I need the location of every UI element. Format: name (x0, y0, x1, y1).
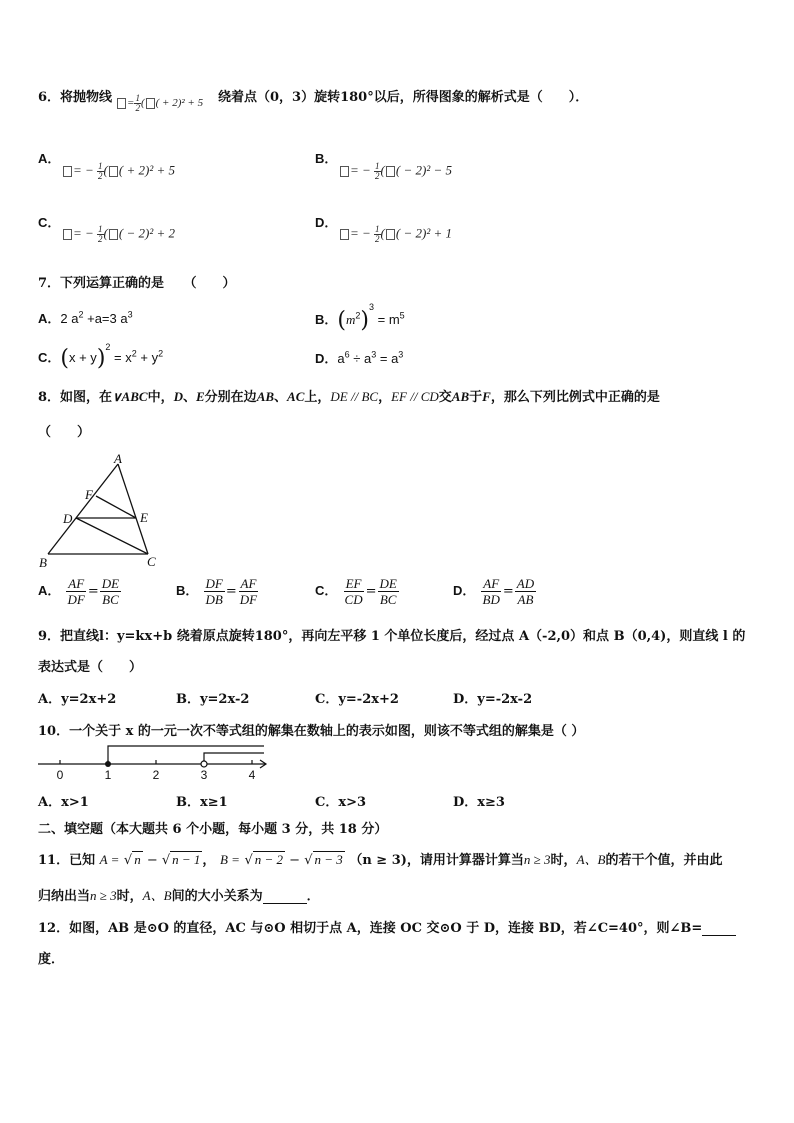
q8-option-b[interactable]: B． $\frac{DF}{DB}$ = $\frac{AF}{DF}$ (176, 576, 258, 607)
q7-stem: 7．下列运算正确的是 （ ） (38, 276, 236, 291)
x-placeholder-icon (109, 229, 118, 240)
point-label-d: D (63, 511, 73, 526)
q6-option-b[interactable]: B． (315, 151, 338, 166)
ray-from-1 (108, 746, 264, 764)
q8-triangle-figure (36, 454, 166, 572)
q6-stem (38, 86, 112, 105)
q6-option-b-expr: = − $\frac{1}{2}$ ( ( − 2)² − 5 (339, 162, 452, 181)
q10-option-a[interactable]: A．x>1 (38, 795, 89, 810)
q6-lead: 将抛物线 (60, 90, 113, 105)
q6-number: 6． (38, 90, 61, 105)
q8-stem: 8．如图，在∨ABC中，D、E分别在边AB、AC上，DE // BC，EF // CD交AB于F，那么下列比例式中正确的是 (38, 389, 660, 405)
q9-stem-line1: 9．把直线l：y=kx+b 绕着原点旋转180°，再向左平移 1 个单位长度后，经过点 A（-2,0）和点 B（0,4)，则直线 l 的 (38, 629, 746, 644)
q10-stem: 10．一个关于 x 的一元一次不等式组的解集在数轴上的表示如图，则该不等式组的解集是（ ） (38, 724, 585, 739)
side-ab (48, 464, 118, 554)
q11-line1: 11．已知 A = √ n − √ n − 1 ， B = √ n − 2 − √ n − 3 （n ≥ 3)，请用计算器计算当n ≥ 3时，A、B的若干个值，并由此 (38, 852, 723, 868)
point-label-c: C (147, 554, 156, 569)
q7-option-a[interactable]: A．2 $a^2 +a=3$ $a^3$ (38, 309, 133, 326)
tick-label-0: 0 (56, 768, 64, 782)
side-ac (118, 464, 148, 554)
q8-option-a[interactable]: A． $\frac{AF}{DF}$ = $\frac{DE}{BC}$ (38, 576, 120, 607)
point-label-f: F (85, 487, 93, 502)
q7-option-d[interactable]: D．$a^6 \div a^3 = a^3$ (315, 349, 404, 366)
q10-option-b[interactable]: B．x≥1 (176, 795, 228, 810)
q7-option-b[interactable]: B．$(m^2)^3 = m^5$ (315, 302, 405, 334)
q6-func-fraction: $\frac{1}{2}$ (135, 93, 140, 113)
tick-label-1: 1 (104, 768, 112, 782)
q12-line1: 12．如图，AB 是⊙O 的直径，AC 与⊙O 相切于点 A，连接 OC 交⊙O 于 D，连接 BD，若∠C=40°，则∠B= (38, 917, 736, 936)
q6-option-d[interactable]: D． (315, 215, 338, 230)
x-placeholder-icon (109, 166, 118, 177)
q6-option-c-expr: = − $\frac{1}{2}$ ( ( − 2)² + 2 (62, 225, 175, 244)
q6-function: = $\frac{1}{2}$ ( ( + 2)² + 5 (116, 94, 203, 113)
q9-option-b[interactable]: B．y=2x-2 (176, 692, 250, 707)
q8-option-c[interactable]: C． $\frac{EF}{CD}$ = $\frac{DE}{BC}$ (315, 576, 397, 607)
x-placeholder-icon (146, 98, 155, 109)
q9-option-a[interactable]: A．y=2x+2 (38, 692, 117, 707)
y-placeholder-icon (63, 229, 72, 240)
x-placeholder-icon (386, 166, 395, 177)
point-label-e: E (140, 510, 148, 525)
y-placeholder-icon (117, 98, 126, 109)
q12-line2: 度． (38, 952, 65, 967)
ray-from-3 (204, 753, 264, 764)
q6-tail: 绕着点（0，3）旋转180°以后，所得图象的解析式是（ ）． (218, 90, 589, 105)
q9-option-c[interactable]: C．y=-2x+2 (315, 692, 399, 707)
x-placeholder-icon (386, 229, 395, 240)
y-placeholder-icon (340, 166, 349, 177)
q10-option-c[interactable]: C．x>3 (315, 795, 367, 810)
q6-option-d-expr: = − $\frac{1}{2}$ ( ( − 2)² + 1 (339, 225, 452, 244)
hollow-point-3 (201, 761, 207, 767)
solid-point-1 (105, 761, 111, 767)
point-label-b: B (39, 555, 47, 570)
q6-option-a[interactable]: A． (38, 151, 61, 166)
point-label-a: A (114, 454, 122, 466)
q12-answer-blank[interactable] (702, 923, 736, 936)
q6-option-a-expr: = − $\frac{1}{2}$ ( ( + 2)² + 5 (62, 162, 175, 181)
q10-number-line (36, 742, 276, 782)
q10-option-d[interactable]: D．x≥3 (453, 795, 505, 810)
q6-option-c[interactable]: C． (38, 215, 61, 230)
y-placeholder-icon (340, 229, 349, 240)
tick-label-4: 4 (248, 768, 256, 782)
tick-label-2: 2 (152, 768, 160, 782)
q11-answer-blank[interactable] (263, 891, 307, 904)
section-2-heading: 二、填空题（本大题共 6 个小题，每小题 3 分，共 18 分） (38, 822, 388, 837)
tick-label-3: 3 (200, 768, 208, 782)
q11-line2: 归纳出当n ≥ 3时，A、B间的大小关系为 ． (38, 888, 320, 904)
q9-option-d[interactable]: D．y=-2x-2 (453, 692, 533, 707)
q7-option-c[interactable]: C．$(x + y)^2 = x^2 + y^2$ (38, 342, 164, 372)
q8-option-d[interactable]: D． $\frac{AF}{BD}$ = $\frac{AD}{AB}$ (453, 576, 535, 607)
y-placeholder-icon (63, 166, 72, 177)
q9-stem-line2: 表达式是（ ） (38, 660, 143, 675)
q8-bracket: （ ） (38, 425, 91, 440)
